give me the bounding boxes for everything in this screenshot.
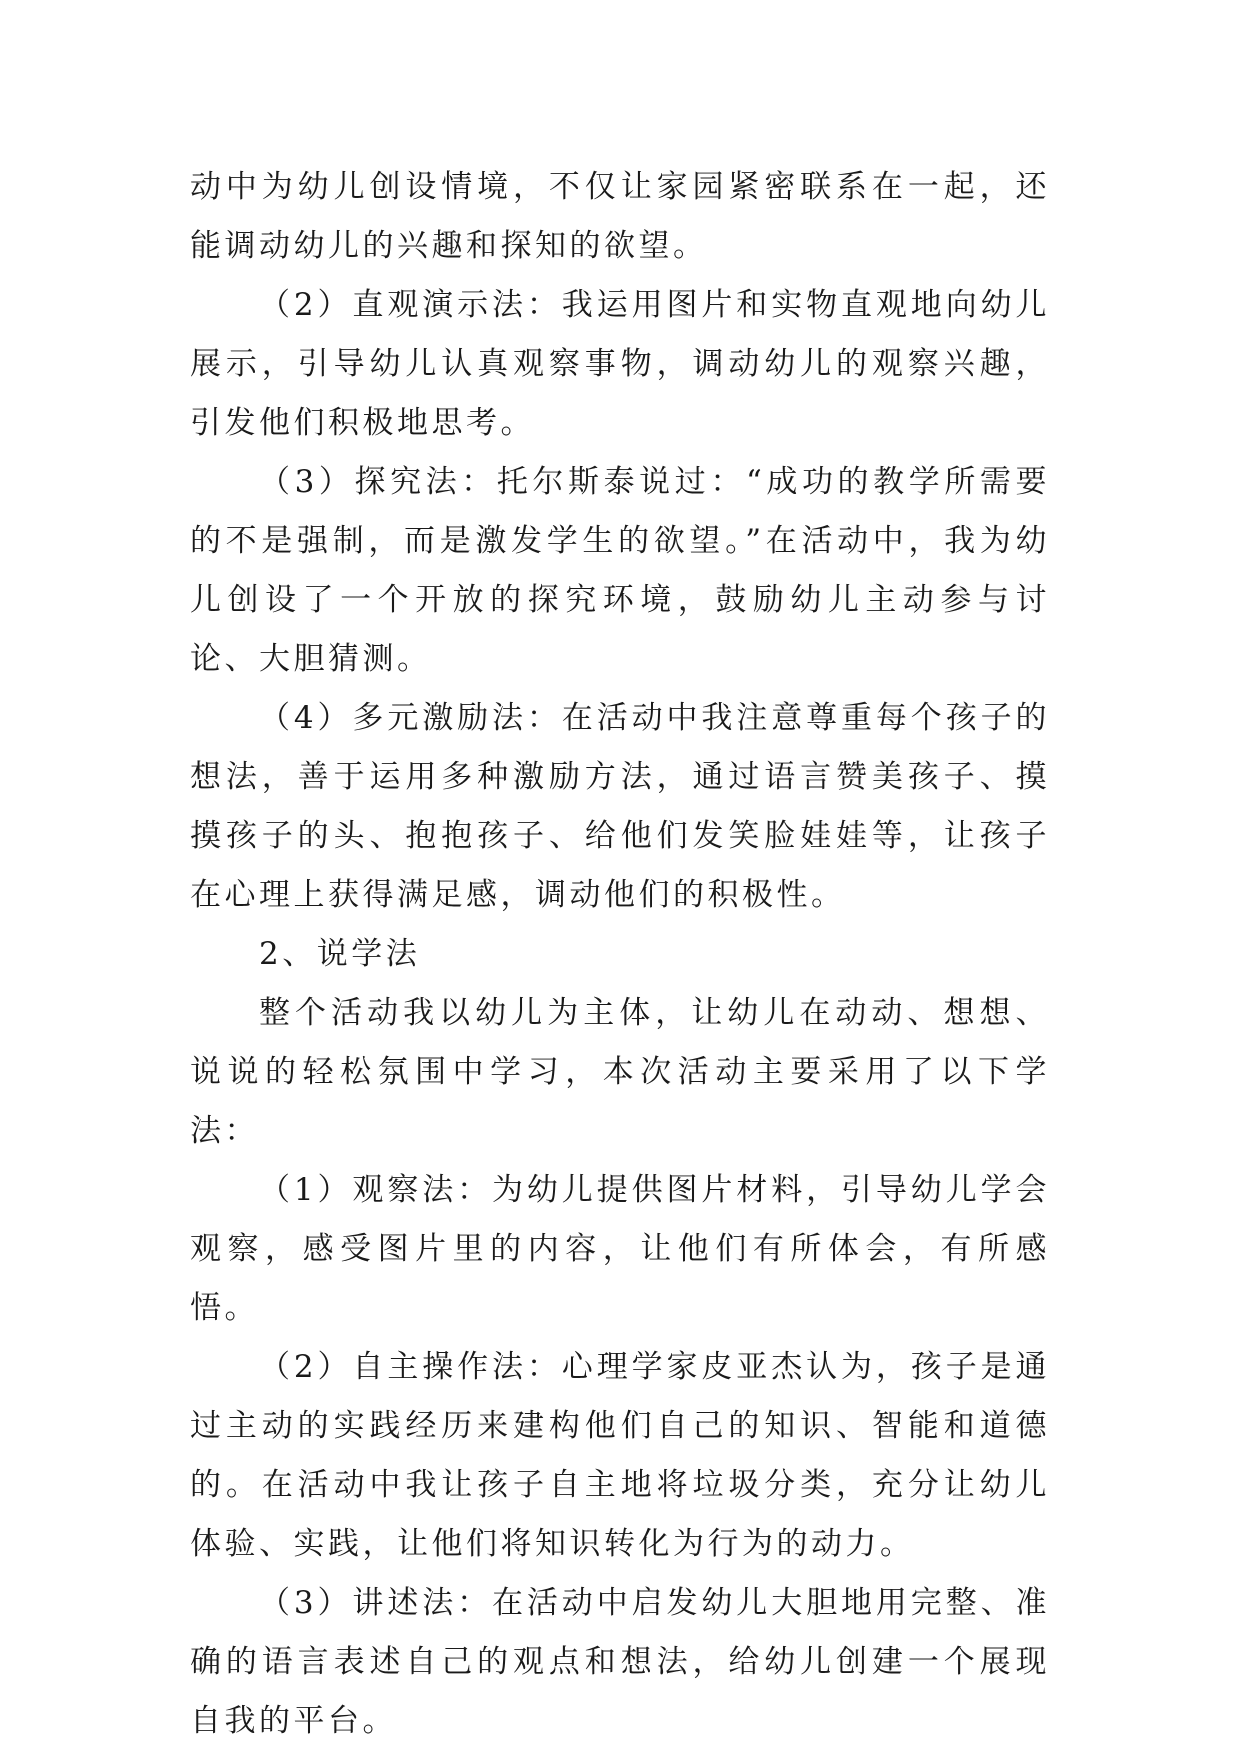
paragraph-learning-intro: 整个活动我以幼儿为主体，让幼儿在动动、想想、说说的轻松氛围中学习，本次活动主要采用了以下学法： (190, 995, 1050, 1149)
paragraph-self-operation-method: （2）自主操作法：心理学家皮亚杰认为，孩子是通过主动的实践经历来建构他们自己的知识、智能和道德的。在活动中我让孩子自主地将垃圾分类，充分让幼儿体验、实践，让他们将知识转化为行为的动力。 (190, 1349, 1050, 1562)
paragraph-multiple-incentives: （4）多元激励法：在活动中我注意尊重每个孩子的想法，善于运用多种激励方法，通过语言赞美孩子、摸摸孩子的头、抱抱孩子、给他们发笑脸娃娃等，让孩子在心理上获得满足感，调动他们的积极性。 (190, 700, 1050, 913)
document-body (190, 158, 1050, 1751)
paragraph-continuation: 动中为幼儿创设情境，不仅让家园紧密联系在一起，还能调动幼儿的兴趣和探知的欲望。 (190, 169, 1050, 264)
section-heading-learning-methods: 2、说学法 (259, 936, 421, 972)
paragraph-visual-demonstration: （2）直观演示法：我运用图片和实物直观地向幼儿展示，引导幼儿认真观察事物，调动幼儿的观察兴趣，引发他们积极地思考。 (190, 287, 1050, 441)
paragraph-narration-method: （3）讲述法：在活动中启发幼儿大胆地用完整、准确的语言表述自己的观点和想法，给幼儿创建一个展现自我的平台。 (190, 1585, 1050, 1739)
paragraph-observation-method: （1）观察法：为幼儿提供图片材料，引导幼儿学会观察，感受图片里的内容，让他们有所体会，有所感悟。 (190, 1172, 1050, 1326)
paragraph-inquiry-method: （3）探究法：托尔斯泰说过：“成功的教学所需要的不是强制，而是激发学生的欲望。”在活动中，我为幼儿创设了一个开放的探究环境，鼓励幼儿主动参与讨论、大胆猜测。 (190, 464, 1050, 677)
